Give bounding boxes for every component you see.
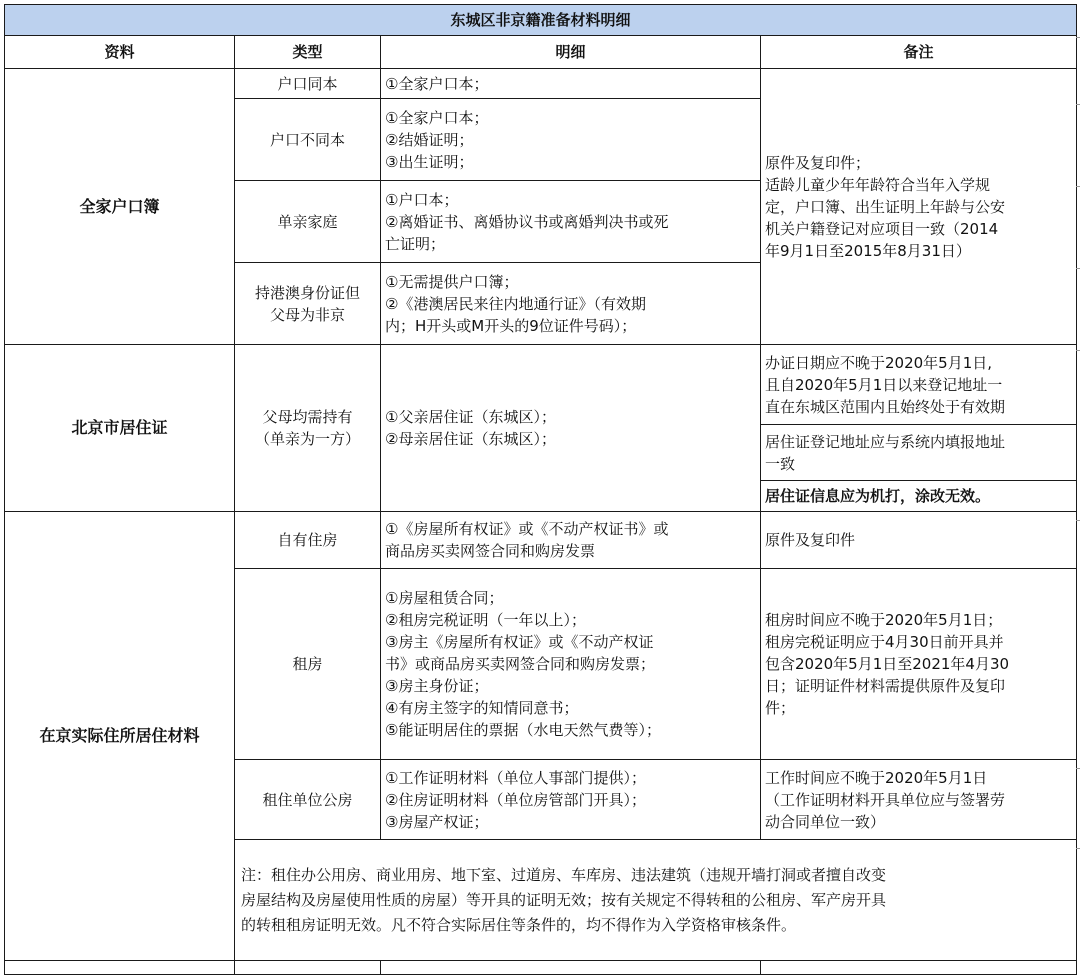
header-type: 类型 <box>235 36 381 69</box>
detail-line: ③房主身份证； <box>385 677 489 695</box>
remark-line: 日；证明证件材料需提供原件及复印 <box>765 677 1006 695</box>
remark-line: 租房时间应不晚于2020年5月1日； <box>765 611 1003 629</box>
blank-cell <box>381 961 761 975</box>
type-single-parent: 单亲家庭 <box>235 181 381 263</box>
remark-line: 适龄儿童少年年龄符合当年入学规 <box>765 175 991 194</box>
remark-rent <box>761 569 1077 760</box>
sheet-gridline <box>1076 104 1080 105</box>
detail-same-register <box>381 69 761 99</box>
remark-line: 原件及复印件； <box>765 153 871 172</box>
remark-line: 直在东城区范围内且始终处于有效期 <box>765 397 1006 416</box>
detail-line: ②结婚证明； <box>385 130 474 149</box>
table-title: 东城区非京籍准备材料明细 <box>5 5 1077 36</box>
blank-cell <box>235 961 381 975</box>
remark-line: 居住证信息应为机打，涂改无效。 <box>765 487 991 505</box>
detail-line: ①全家户口本； <box>385 74 489 93</box>
header-material: 资料 <box>5 36 235 69</box>
detail-line: ①全家户口本； <box>385 108 489 127</box>
remark-line: 原件及复印件 <box>765 531 856 549</box>
remark-line: 办证日期应不晚于2020年5月1日, <box>765 353 993 372</box>
type-hk-macau <box>235 263 381 345</box>
remark-line: 件； <box>765 699 796 717</box>
detail-line: ①无需提供户口簿； <box>385 272 519 291</box>
header-detail: 明细 <box>381 36 761 69</box>
remark-permit-address <box>761 425 1077 481</box>
sheet-gridline <box>1076 350 1080 351</box>
type-same-register: 户口同本 <box>235 69 381 99</box>
detail-line: 商品房买卖网签合同和购房发票 <box>385 542 596 560</box>
detail-line: ③房主《房屋所有权证》或《不动产权证 <box>385 633 654 651</box>
detail-line: ②《港澳居民来往内地通行证》（有效期 <box>385 294 646 313</box>
type-diff-register: 户口不同本 <box>235 99 381 181</box>
sheet-gridline <box>1076 268 1080 269</box>
type-own-house: 自有住房 <box>235 512 381 569</box>
sheet-gridline <box>1076 37 1080 38</box>
remark-line: 居住证登记地址应与系统内填报地址 <box>765 432 1006 451</box>
remark-line: 且自2020年5月1日以来登记地址一 <box>765 375 1003 394</box>
detail-unit-housing <box>381 760 761 840</box>
header-remark: 备注 <box>761 36 1077 69</box>
remark-line: 租房完税证明应于4月30日前开具并 <box>765 633 1004 651</box>
remark-own-house <box>761 512 1077 569</box>
detail-line: ①房屋租赁合同； <box>385 589 504 607</box>
detail-line: ③出生证明； <box>385 152 474 171</box>
detail-line: ④有房主签字的知情同意书； <box>385 699 579 717</box>
remark-line: 工作时间应不晚于2020年5月1日 <box>765 768 988 787</box>
type-line: 父母均需持有 <box>262 408 353 426</box>
detail-hk-macau <box>381 263 761 345</box>
detail-line: ②母亲居住证（东城区）； <box>385 430 556 448</box>
detail-line: ③房屋产权证； <box>385 812 489 831</box>
detail-own-house <box>381 512 761 569</box>
remark-line: 一致 <box>765 454 796 473</box>
type-rent: 租房 <box>235 569 381 760</box>
remark-line: 包含2020年5月1日至2021年4月30 <box>765 655 1010 673</box>
detail-line: ①《房屋所有权证》或《不动产权证书》或 <box>385 520 669 538</box>
material-dwelling: 在京实际住所居住材料 <box>5 512 235 961</box>
material-household: 全家户口簿 <box>5 69 235 345</box>
detail-line: ①工作证明材料（单位人事部门提供）； <box>385 768 646 787</box>
footnote-line: 房屋结构及房屋使用性质的房屋）等开具的证明无效；按有关规定不得转租的公租房、军产房开具 <box>241 890 887 909</box>
remark-permit-date <box>761 345 1077 425</box>
type-line: 持港澳身份证但 <box>254 283 360 302</box>
detail-line: ②住房证明材料（单位房管部门开具）； <box>385 790 646 809</box>
footnote-line: 注：租住办公用房、商业用房、地下室、过道房、车库房、违法建筑（违规开墙打洞或者擅自改变 <box>241 865 887 884</box>
sheet-gridline <box>1076 768 1080 769</box>
dwelling-footnote <box>235 840 1077 961</box>
type-line: 父母为非京 <box>269 305 345 324</box>
type-unit-housing: 租住单位公房 <box>235 760 381 840</box>
detail-line: 书》或商品房买卖网签合同和购房发票； <box>385 655 656 673</box>
sheet-gridline <box>1076 186 1080 187</box>
remark-line: 年9月1日至2015年8月31日） <box>765 241 971 260</box>
remark-unit-housing <box>761 760 1077 840</box>
remark-line: 机关户籍登记对应项目一致（2014 <box>765 219 999 238</box>
detail-rent <box>381 569 761 760</box>
materials-table <box>4 4 1077 975</box>
detail-diff-register <box>381 99 761 181</box>
remark-household <box>761 69 1077 345</box>
footnote-line: 的转租租房证明无效。凡不符合实际居住等条件的，均不得作为入学资格审核条件。 <box>241 915 797 934</box>
detail-line: ①户口本； <box>385 190 459 209</box>
sheet-gridline <box>1076 848 1080 849</box>
remark-line: 定，户口簿、出生证明上年龄与公安 <box>765 197 1006 216</box>
blank-cell <box>761 961 1077 975</box>
remark-line: 动合同单位一致） <box>765 812 886 831</box>
detail-line: ②离婚证书、离婚协议书或离婚判决书或死 <box>385 212 669 231</box>
detail-line: ①父亲居住证（东城区）； <box>385 408 556 426</box>
sheet-gridline <box>1076 520 1080 521</box>
detail-line: ②租房完税证明（一年以上）； <box>385 611 586 629</box>
material-residence-permit: 北京市居住证 <box>5 345 235 512</box>
type-line: （单亲为一方） <box>254 430 360 448</box>
detail-single-parent <box>381 181 761 263</box>
remark-line: （工作证明材料开具单位应与签署劳 <box>765 790 1006 809</box>
detail-line: 内；H开头或M开头的9位证件号码）； <box>385 316 637 335</box>
detail-line: 亡证明； <box>385 234 446 253</box>
type-residence-permit <box>235 345 381 512</box>
remark-permit-printed <box>761 481 1077 512</box>
blank-cell <box>5 961 235 975</box>
detail-line: ⑤能证明居住的票据（水电天然气费等）； <box>385 721 661 739</box>
detail-residence-permit <box>381 345 761 512</box>
